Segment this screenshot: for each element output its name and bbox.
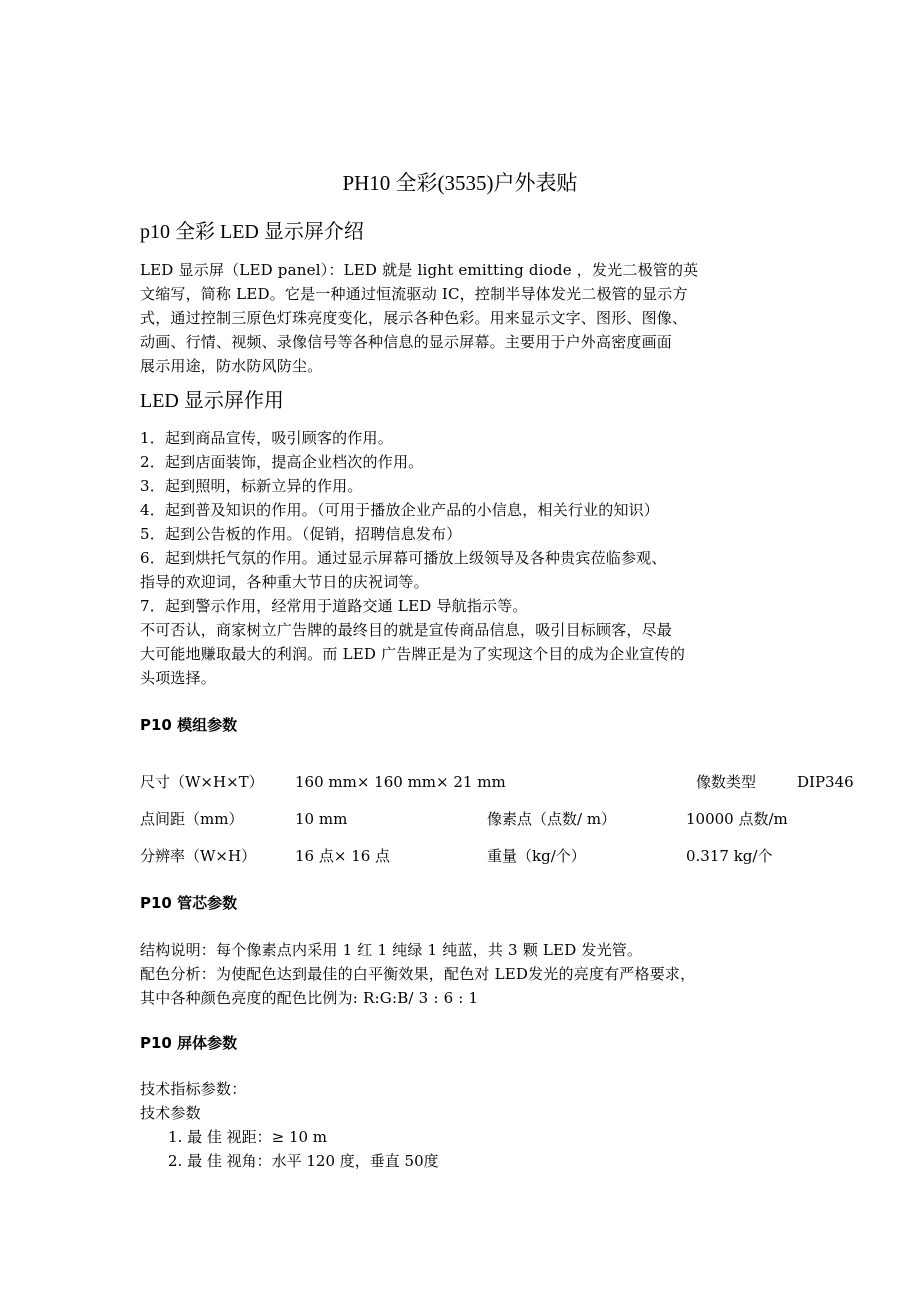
core-paragraph <box>140 938 840 1010</box>
list-item: 3．起到照明，标新立异的作用。 <box>140 477 363 495</box>
param-value: 160 mm× 160 mm× 21 mm <box>295 773 506 791</box>
text-line: 结构说明：每个像素点内采用 1 红 1 纯绿 1 纯蓝，共 3 颗 LED 发光管。 <box>140 941 643 959</box>
usage-list <box>140 426 790 690</box>
param-label: 点间距（mm） <box>140 810 244 828</box>
text-line: 展示用途，防水防风防尘。 <box>140 357 323 375</box>
intro-paragraph <box>140 258 790 378</box>
text-line: 技术指标参数： <box>140 1080 247 1098</box>
param-row <box>0 807 920 831</box>
text-line: LED 显示屏（LED panel）：LED 就是 light emitting diode ，发光二极管的英 <box>140 261 699 279</box>
list-item: 5．起到公告板的作用。（促销，招聘信息发布） <box>140 525 462 543</box>
param-row <box>0 770 920 794</box>
text-line: 配色分析：为使配色达到最佳的白平衡效果，配色对 LED发光的亮度有严格要求， <box>140 965 696 983</box>
list-item: 6．起到烘托气氛的作用。通过显示屏幕可播放上级领导及各种贵宾莅临参观、 <box>140 549 667 567</box>
list-item: 2. 最 佳 视角：水平 120 度，垂直 50度 <box>168 1152 439 1170</box>
text-line: 文缩写，简称 LED。它是一种通过恒流驱动 IC，控制半导体发光二极管的显示方 <box>140 285 688 303</box>
list-item: 1．起到商品宣传，吸引顾客的作用。 <box>140 429 393 447</box>
text-line: 式，通过控制三原色灯珠亮度变化，展示各种色彩。用来显示文字、图形、图像、 <box>140 309 688 327</box>
screen-items <box>168 1125 439 1173</box>
param-value: 10000 点数/m <box>686 810 788 828</box>
section-heading-module: P10 模组参数 <box>140 716 238 734</box>
text-line: 大可能地赚取最大的利润。而 LED 广告牌正是为了实现这个目的成为企业宣传的 <box>140 645 686 663</box>
page-title: PH10 全彩(3535)户外表贴 <box>342 171 578 195</box>
section-heading-core: P10 管芯参数 <box>140 894 238 912</box>
text-line: 动画、行情、视频、录像信号等各种信息的显示屏幕。主要用于户外高密度画面 <box>140 333 673 351</box>
list-item: 7．起到警示作用，经常用于道路交通 LED 导航指示等。 <box>140 597 528 615</box>
text-line: 技术参数 <box>140 1104 201 1122</box>
list-item: 指导的欢迎词，各种重大节日的庆祝词等。 <box>140 573 429 591</box>
text-line: 头项选择。 <box>140 669 217 687</box>
list-item: 1. 最 佳 视距：≥ 10 m <box>168 1128 328 1146</box>
param-label: 尺寸（W×H×T） <box>140 773 264 791</box>
param-label: 分辨率（W×H） <box>140 847 257 865</box>
list-item: 4．起到普及知识的作用。（可用于播放企业产品的小信息，相关行业的知识） <box>140 501 660 519</box>
text-line: 不可否认，商家树立广告牌的最终目的就是宣传商品信息，吸引目标顾客，尽最 <box>140 621 673 639</box>
text-line: 其中各种颜色亮度的配色比例为: R:G:B/ 3 : 6 : 1 <box>140 989 479 1007</box>
screen-paragraph <box>140 1077 790 1125</box>
param-value: 16 点× 16 点 <box>295 847 391 865</box>
param-value: 10 mm <box>295 810 348 828</box>
param-value: DIP346 <box>797 773 854 791</box>
section-heading-intro: p10 全彩 LED 显示屏介绍 <box>140 221 364 243</box>
section-heading-screen: P10 屏体参数 <box>140 1034 238 1052</box>
section-heading-usage: LED 显示屏作用 <box>140 390 284 412</box>
param-label: 像数类型 <box>696 773 757 791</box>
param-value: 0.317 kg/个 <box>686 847 773 865</box>
param-label: 重量（kg/个） <box>487 847 586 865</box>
list-item: 2．起到店面装饰，提高企业档次的作用。 <box>140 453 424 471</box>
param-row <box>0 844 920 868</box>
param-label: 像素点（点数/ m） <box>487 810 617 828</box>
